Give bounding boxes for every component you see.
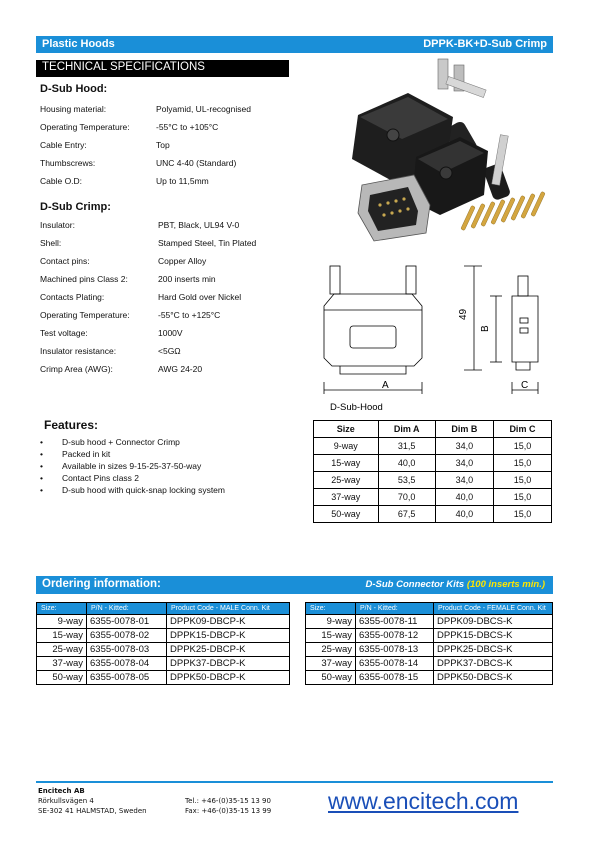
table-row (314, 489, 552, 506)
header-cell: Size: (37, 603, 87, 615)
cell: DPPK37-DBCS-K (434, 657, 553, 671)
spec-value: Copper Alloy (158, 256, 207, 266)
cell: DPPK15-DBCS-K (434, 629, 553, 643)
header-cell: Size: (306, 603, 356, 615)
cell: 15,0 (493, 506, 551, 523)
table-row (306, 629, 553, 643)
spec-value: Stamped Steel, Tin Plated (158, 238, 257, 248)
spec-key: Contact pins: (40, 256, 90, 266)
kit-label (366, 579, 545, 590)
cell: 15,0 (493, 489, 551, 506)
cell: 40,0 (378, 455, 435, 472)
product-category: Plastic Hoods (42, 38, 115, 50)
spec-key: Operating Temperature: (40, 310, 130, 320)
cell: 70,0 (378, 489, 435, 506)
header-cell: Size (314, 421, 379, 438)
spec-value: Top (156, 140, 170, 150)
cell: 6355-0078-15 (356, 671, 434, 685)
cell: DPPK09-DBCS-K (434, 615, 553, 629)
cell: 50-way (306, 671, 356, 685)
feature-text: Contact Pins class 2 (62, 473, 140, 483)
spec-value: <5GΩ (158, 346, 181, 356)
spec-row (40, 238, 300, 250)
company-street: Rörkullsvägen 4 (38, 797, 94, 805)
spec-row (40, 104, 300, 116)
spec-key: Crimp Area (AWG): (40, 364, 113, 374)
cell: 53,5 (378, 472, 435, 489)
bullet: • (40, 473, 43, 483)
header-cell: P/N - Kitted: (356, 603, 434, 615)
table-header-row (306, 603, 553, 615)
male-kit-table (36, 602, 290, 685)
spec-key: Contacts Plating: (40, 292, 105, 302)
bullet: • (40, 437, 43, 447)
header-cell: Product Code - MALE Conn. Kit (167, 603, 290, 615)
cell: 6355-0078-11 (356, 615, 434, 629)
cell: 40,0 (435, 489, 493, 506)
spec-row (40, 220, 300, 232)
header-bar (36, 36, 553, 53)
table-row (37, 629, 290, 643)
cell: 15,0 (493, 472, 551, 489)
crimp-section-title: D-Sub Crimp: (40, 201, 111, 213)
cell: 25-way (306, 643, 356, 657)
company-fax: Fax: +46-(0)35-15 13 99 (185, 807, 272, 815)
cell: 25-way (37, 643, 87, 657)
cell: 37-way (306, 657, 356, 671)
table-row (37, 671, 290, 685)
spec-value: 200 inserts min (158, 274, 216, 284)
table-header-row (37, 603, 290, 615)
footer-divider (36, 781, 553, 783)
table-row (306, 657, 553, 671)
spec-key: Operating Temperature: (40, 122, 130, 132)
cell: 6355-0078-04 (87, 657, 167, 671)
cell: 15-way (314, 455, 379, 472)
cell: 25-way (314, 472, 379, 489)
dim-49-label: 49 (458, 308, 469, 320)
spec-key: Test voltage: (40, 328, 88, 338)
tech-spec-title: TECHNICAL SPECIFICATIONS (42, 61, 205, 73)
cell: DPPK37-DBCP-K (167, 657, 290, 671)
spec-value: Polyamid, UL-recognised (156, 104, 251, 114)
spec-row (40, 140, 300, 152)
spec-key: Insulator: (40, 220, 75, 230)
cell: 50-way (37, 671, 87, 685)
header-cell: P/N - Kitted: (87, 603, 167, 615)
spec-value: 1000V (158, 328, 183, 338)
spec-value: -55°C to +125°C (158, 310, 221, 320)
feature-text: D-sub hood with quick-snap locking system (62, 485, 225, 495)
spec-row (40, 328, 300, 340)
bullet: • (40, 449, 43, 459)
ordering-title: Ordering information: (42, 578, 161, 590)
cell: DPPK25-DBCP-K (167, 643, 290, 657)
cell: 15,0 (493, 438, 551, 455)
cell: DPPK15-DBCP-K (167, 629, 290, 643)
website-link[interactable]: www.encitech.com (328, 788, 519, 814)
company-name: Encitech AB (38, 787, 85, 795)
spec-value: AWG 24-20 (158, 364, 203, 374)
product-name: DPPK-BK+D-Sub Crimp (423, 38, 547, 50)
header-cell: Product Code - FEMALE Conn. Kit (434, 603, 553, 615)
table-row (314, 506, 552, 523)
spec-row (40, 158, 300, 170)
table-row (37, 657, 290, 671)
spec-value: Up to 11,5mm (156, 176, 209, 186)
spec-row (40, 122, 300, 134)
cell: 50-way (314, 506, 379, 523)
company-city: SE-302 41 HALMSTAD, Sweden (38, 807, 147, 815)
bullet: • (40, 485, 43, 495)
cell: 9-way (37, 615, 87, 629)
bullet: • (40, 461, 43, 471)
cell: DPPK25-DBCS-K (434, 643, 553, 657)
hood-drawing (316, 258, 552, 416)
dim-b-label: B (480, 325, 491, 332)
header-cell: Dim B (435, 421, 493, 438)
cell: 9-way (306, 615, 356, 629)
spec-key: Housing material: (40, 104, 107, 114)
spec-row (40, 274, 300, 286)
cell: DPPK50-DBCP-K (167, 671, 290, 685)
cell: 34,0 (435, 472, 493, 489)
female-kit-table (305, 602, 553, 685)
cell: 31,5 (378, 438, 435, 455)
spec-row (40, 292, 300, 304)
cell: 6355-0078-05 (87, 671, 167, 685)
spec-key: Cable O.D: (40, 176, 83, 186)
tech-spec-bar (36, 60, 289, 77)
cell: 15,0 (493, 455, 551, 472)
cell: 6355-0078-12 (356, 629, 434, 643)
cell: DPPK50-DBCS-K (434, 671, 553, 685)
spec-value: PBT, Black, UL94 V-0 (158, 220, 240, 230)
table-row (314, 438, 552, 455)
kit-note: (100 inserts min.) (466, 579, 545, 590)
table-row (37, 615, 290, 629)
feature-text: Available in sizes 9-15-25-37-50-way (62, 461, 202, 471)
spec-value: UNC 4-40 (Standard) (156, 158, 237, 168)
dim-c-label: C (521, 380, 529, 391)
spec-key: Thumbscrews: (40, 158, 96, 168)
spec-value: Hard Gold over Nickel (158, 292, 242, 302)
header-cell: Dim A (378, 421, 435, 438)
table-row (306, 643, 553, 657)
cell: 34,0 (435, 455, 493, 472)
company-tel: Tel.: +46-(0)35-15 13 90 (185, 797, 271, 805)
cell: 40,0 (435, 506, 493, 523)
spec-row (40, 364, 300, 376)
header-cell: Dim C (493, 421, 551, 438)
spec-row (40, 346, 300, 358)
table-row (306, 671, 553, 685)
cell: 6355-0078-03 (87, 643, 167, 657)
spec-row (40, 176, 300, 188)
table-header-row (314, 421, 552, 438)
cell: 67,5 (378, 506, 435, 523)
table-row (37, 643, 290, 657)
feature-text: Packed in kit (62, 449, 111, 459)
table-row (314, 455, 552, 472)
table-row (306, 615, 553, 629)
cell: 34,0 (435, 438, 493, 455)
kit-label-text: D-Sub Connector Kits (365, 579, 465, 590)
cell: 6355-0078-14 (356, 657, 434, 671)
product-photo (338, 55, 553, 250)
spec-key: Shell: (40, 238, 62, 248)
spec-row (40, 256, 300, 268)
features-title: Features: (44, 418, 99, 432)
dim-a-label: A (382, 380, 389, 391)
cell: 37-way (314, 489, 379, 506)
cell: 6355-0078-02 (87, 629, 167, 643)
spec-row (40, 310, 300, 322)
cell: DPPK09-DBCP-K (167, 615, 290, 629)
cell: 15-way (37, 629, 87, 643)
ordering-bar (36, 576, 553, 594)
spec-key: Insulator resistance: (40, 346, 117, 356)
cell: 6355-0078-01 (87, 615, 167, 629)
cell: 9-way (314, 438, 379, 455)
dimensions-table (313, 420, 552, 523)
cell: 6355-0078-13 (356, 643, 434, 657)
spec-value: -55°C to +105°C (156, 122, 219, 132)
table-row (314, 472, 552, 489)
drawing-caption: D-Sub-Hood (330, 402, 383, 413)
feature-text: D-sub hood + Connector Crimp (62, 437, 180, 447)
spec-key: Machined pins Class 2: (40, 274, 128, 284)
hood-section-title: D-Sub Hood: (40, 83, 108, 95)
spec-key: Cable Entry: (40, 140, 87, 150)
cell: 15-way (306, 629, 356, 643)
cell: 37-way (37, 657, 87, 671)
